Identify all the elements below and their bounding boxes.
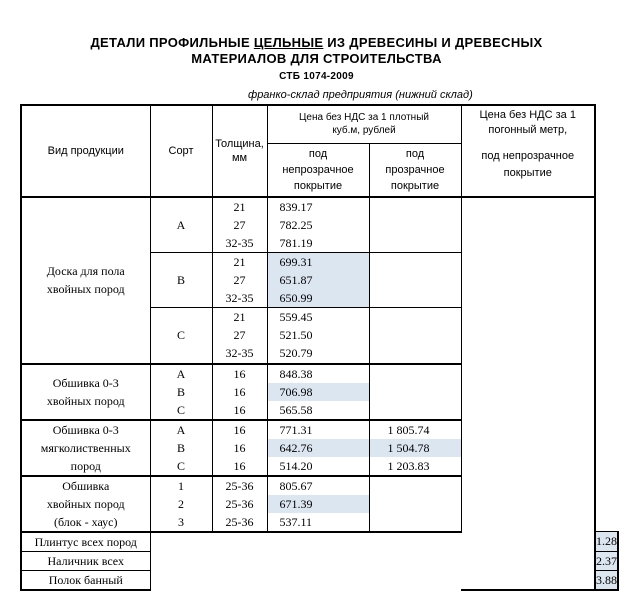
blockhouse-thickness: 25-36 25-36 25-36 — [212, 476, 267, 532]
header-thickness: Толщина, мм — [212, 105, 267, 197]
board-thickness-c: 21 27 32-35 — [212, 308, 267, 364]
linear-price-casing: 2.37 — [595, 551, 618, 570]
linear-spacer — [150, 532, 461, 552]
header-price-per-meter: Цена без НДС за 1 погонный метр, — [461, 105, 595, 143]
title-text-part-1: ДЕТАЛИ ПРОФИЛЬНЫЕ — [90, 35, 254, 50]
title-text-part-2: ИЗ ДРЕВЕСИНЫ И ДРЕВЕСНЫХ — [323, 35, 543, 50]
sheathing-conifer-grades: А В С — [150, 364, 212, 420]
linear-price-bench: 3.88 — [595, 570, 618, 590]
board-opaque-c: 559.45 521.50 520.79 — [267, 308, 369, 364]
board-opaque-a: 839.17 782.25 781.19 — [267, 197, 369, 253]
header-row-1 — [21, 105, 618, 143]
board-transparent-a — [369, 197, 461, 253]
document-title-line-1 — [0, 35, 633, 50]
sheathing-hardwood-opaque: 771.31 642.76 514.20 — [267, 420, 369, 476]
linear-spacer — [150, 551, 461, 570]
board-grade-b: В — [150, 253, 212, 308]
standard-code: СТБ 1074-2009 — [279, 71, 354, 82]
board-transparent-c — [369, 308, 461, 364]
linear-price-plinth: 1.28 — [595, 532, 618, 552]
blockhouse-grades: 1 2 3 — [150, 476, 212, 532]
board-grade-a-row — [21, 197, 618, 253]
price-per-meter-empty — [461, 197, 595, 590]
board-thickness-b: 21 27 32-35 — [212, 253, 267, 308]
board-grade-a: А — [150, 197, 212, 253]
board-thickness-a: 21 27 32-35 — [212, 197, 267, 253]
header-transparent: под прозрачное покрытие — [369, 143, 461, 197]
linear-name-casing: Наличник всех — [21, 551, 150, 570]
linear-name-bench: Полок банный — [21, 570, 150, 590]
warehouse-note: франко-склад предприятия (нижний склад) — [248, 89, 473, 101]
sheathing-hardwood-transparent: 1 805.74 1 504.78 1 203.83 — [369, 420, 461, 476]
sheathing-hardwood-name: Обшивка 0-3 мягколиственных пород — [21, 420, 150, 476]
board-opaque-b: 699.31 651.87 650.99 — [267, 253, 369, 308]
header-grade: Сорт — [150, 105, 212, 197]
header-price-per-m3: Цена без НДС за 1 плотный куб.м, рублей — [267, 105, 461, 143]
header-price-per-meter-opaque: под непрозрачное покрытие — [461, 143, 595, 197]
sheathing-conifer-transparent — [369, 364, 461, 420]
header-opaque: под непрозрачное покрытие — [267, 143, 369, 197]
sheathing-hardwood-thickness: 16 16 16 — [212, 420, 267, 476]
linear-spacer — [150, 570, 461, 590]
title-text-underlined: ЦЕЛЬНЫЕ — [253, 35, 324, 50]
linear-name-plinth: Плинтус всех пород — [21, 532, 150, 552]
sheathing-conifer-thickness: 16 16 16 — [212, 364, 267, 420]
price-table — [20, 104, 619, 591]
blockhouse-opaque: 805.67 671.39 537.11 — [267, 476, 369, 532]
blockhouse-name: Обшивка хвойных пород (блок - хаус) — [21, 476, 150, 532]
sheathing-conifer-opaque: 848.38 706.98 565.58 — [267, 364, 369, 420]
board-transparent-b — [369, 253, 461, 308]
board-grade-c: С — [150, 308, 212, 364]
document-title-line-2: МАТЕРИАЛОВ ДЛЯ СТРОИТЕЛЬСТВА — [191, 51, 442, 66]
sheathing-conifer-name: Обшивка 0-3 хвойных пород — [21, 364, 150, 420]
board-product-name: Доска для пола хвойных пород — [21, 197, 150, 364]
header-product: Вид продукции — [21, 105, 150, 197]
sheathing-hardwood-grades: А В С — [150, 420, 212, 476]
blockhouse-transparent — [369, 476, 461, 532]
